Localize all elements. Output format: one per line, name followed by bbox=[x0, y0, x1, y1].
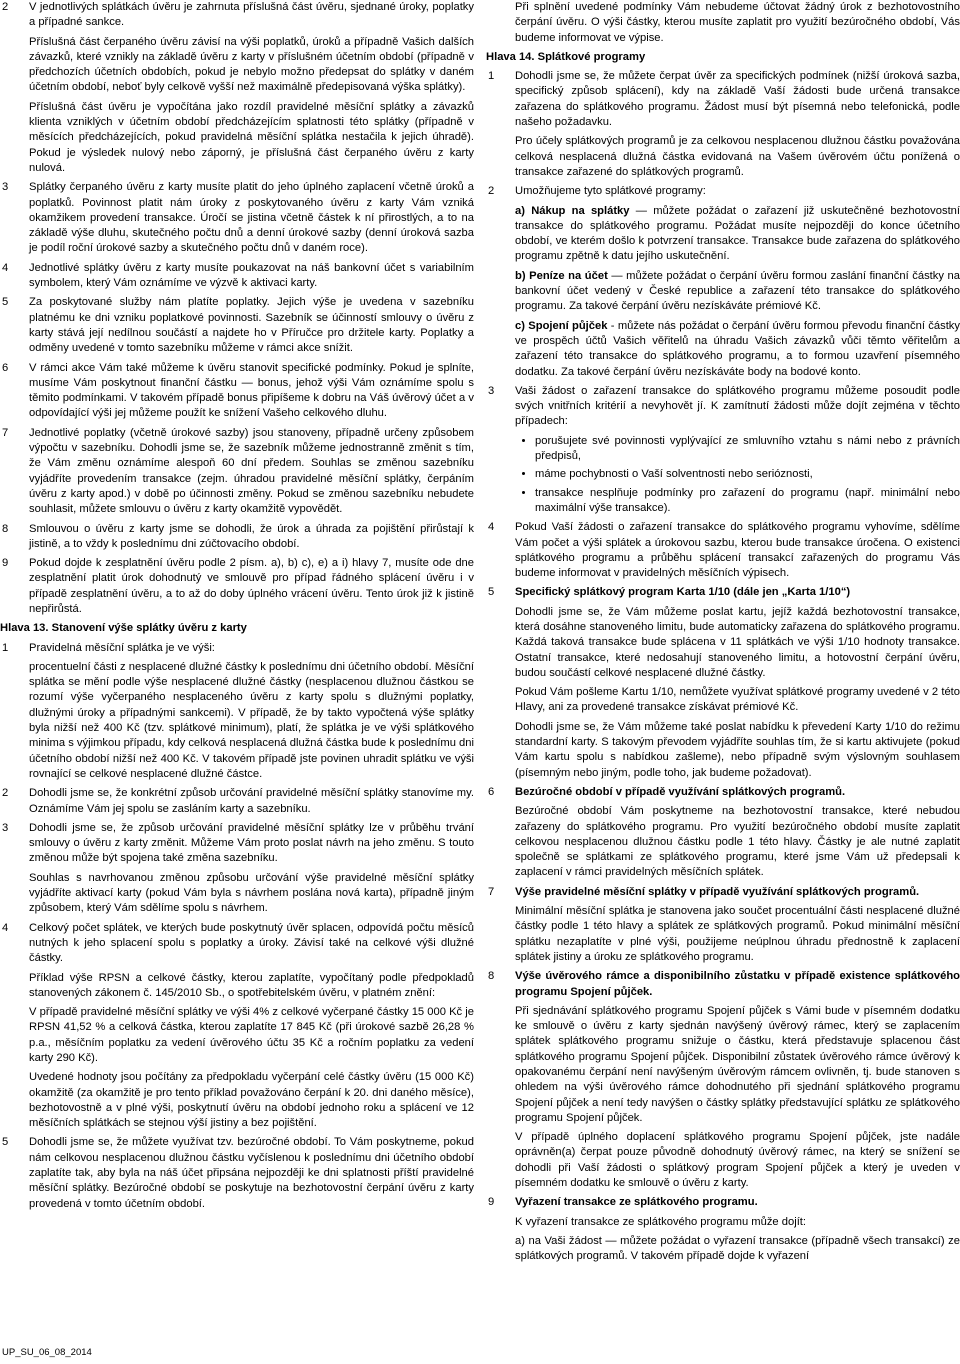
clause-text: Při splnění uvedené podmínky Vám nebudeme účtovat žádný úrok z bezhotovostního čerpání úvěru. O výši částky, kterou musíte zaplatit pro využití bezúročného období, Vás budeme informovat ve výpise. bbox=[515, 1, 960, 44]
h14-clause-3 bbox=[486, 384, 960, 516]
clause-number: 5 bbox=[2, 1136, 9, 1149]
h13-clause-2 bbox=[0, 786, 474, 817]
h13-clause-3 bbox=[0, 821, 474, 917]
clause-text: Jednotlivé poplatky (včetně úrokové sazby) jsou stanoveny, případně určeny způsobem výpočtu v sazebníku. Dohodli jsme se, že sazebník můžeme jednostranně změnit s tím, že Vám změnu oznámíme alespoň 60 dní předem. Souhlas se změnou sazebníku vyjádříte provedením transakce (zejm. úhradou pravidelné měsíční splátky, čerpáním úvěru z karty apod.) v době po účinnosti změny. Pokud se změnou sazebníku nebudete souhlasit, můžete smlouvu o úvěru z karty okamžitě vypovědět. bbox=[29, 426, 474, 516]
h14-clause-1 bbox=[486, 69, 960, 180]
clause-text: a) na Vaši žádost — můžete požádat o vyřazení transakce (případně všech transakcí) ze splátkových programů. V takovém případě dojde k vyřazení bbox=[515, 1234, 960, 1263]
clause-text: Příklad výše RPSN a celkové částky, kterou zaplatíte, vypočítaný podle předpokladů stanovených zákonem č. 145/2010 Sb., o spotřebitelském úvěru, v platném znění: bbox=[29, 971, 474, 999]
clause-3 bbox=[0, 180, 474, 256]
clause-text: Za poskytované služby nám platíte poplatky. Jejich výše je uvedena v sazebníku platnému ke dni vzniku poplatkové povinnosti. Sazebník se účinností smlouvy o úvěru z karty stává její nedílnou součástí a najdete ho v Příručce pro držitele karty. Poplatky a odměny uvedené v tomto sazebníku můžeme v rámci akce snížit. bbox=[29, 296, 474, 355]
right-column bbox=[486, 0, 960, 1269]
program-c bbox=[515, 319, 960, 380]
program-c-text: - můžete nás požádat o čerpání úvěru formou převodu finanční částky ve prospěch účtů Vašich věřitelů na úhradu Vašich závazků vůči těmto věřitelům a zařazení této transakce do splátkového programu, a to formou uzavření písemného dodatku. Za takové čerpání úvěru nezískáváte body na bodové konto. bbox=[515, 319, 960, 378]
clause-text: procentuelní části z nesplacené dlužné částky k poslednímu dni účetního období. Měsíční splátka se mění podle výše nesplacené dlužné částky (nesplacenou dlužnou částkou se rozumí výše vyčerpaného nesplaceného úvěru z karty spolu s dlužnými poplatky, dlužnými úroky a případnými sankcemi). V případě, že by takto vypočtená výše splátky byla nižší než 400 Kč (tzv. splátkové minimum), platí, že splátka je ve výši splátkového minima s výjimkou případu, kdy celková nesplacená dlužná částka bude k poslednímu dni účetního období nižší než 400 Kč. V takovém případě jste povinen uhradit splátku ve výši rovnající se celkové nesplacené dlužné částce. bbox=[29, 660, 474, 780]
clause-text: V jednotlivých splátkách úvěru je zahrnuta příslušná část úvěru, sjednané úroky, poplatky a případné sankce. bbox=[29, 1, 474, 29]
h14-clause-5 bbox=[486, 585, 960, 781]
program-a-text: — můžete požádat o zařazení již uskutečněné bezhotovostní transakce do splátkového programu. Požádat musíte nejpozději do konce účetního období, ve kterém došlo k potvrzení transakce. Transakce bude zařazena do splátkového programu zpětně k datu jejího uskutečnění. bbox=[515, 204, 960, 263]
clause-text: Příslušná část úvěru je vypočítána jako rozdíl pravidelné měsíční splátky a závazků klienta vzniklých v účetním období předcházejícím splatnosti této splátky (případně v měsících předcházejících, pokud pravidelná měsíční splátka nestačila k jejich úhradě). Pokud je výsledek nulový nebo záporný, je příslušná část čerpaného úvěru z karty nulová. bbox=[29, 100, 474, 174]
h13-clause-4 bbox=[0, 921, 474, 1132]
continued-text bbox=[486, 0, 960, 46]
clause-7 bbox=[0, 426, 474, 518]
clause-text: Bezúročné období Vám poskytneme na bezhotovostní transakce, které nebudou zařazeny do splátkového programu. Pro využití bezúročného období musíte zaplatit celkovou nesplacenou dlužnou částku podle 1 této hlavy. Částky je ale nutné zaplatit společně se splátkami ze splátkového programu, které jsme Vám už předepsali k zaplacení v rámci pravidelných měsíčních splátek. bbox=[515, 805, 960, 879]
h14-clause-2 bbox=[486, 184, 960, 380]
clause-text: Pokud Vaší žádosti o zařazení transakce do splátkového programu vyhovíme, sdělíme Vám počet a výši splátek a úrokovou sazbu, kterou bude transakce úročena. O existenci splátkového programu a průběhu splácení transakcí zařazených do programu Vás budeme informovat v pravidelných měsíčních výpisech. bbox=[515, 521, 960, 580]
clause-text: Pokud dojde k zesplatnění úvěru podle 2 písm. a), b) c), e) a i) hlavy 7, musíte ode dne zesplatnění platit úrok dohodnutý ve smlouvě pro případ řádného splácení úvěru i v případě zesplatnění úvěru, a to až do doby úplného vrácení úvěru. Tento úrok již k jistině nepřirůstá. bbox=[29, 557, 474, 615]
document-code-footer: UP_SU_06_08_2014 bbox=[2, 1346, 92, 1358]
h13-clause-1 bbox=[0, 641, 474, 783]
clause-text: Minimální měsíční splátka je stanovena jako součet procentuální části nesplacené dlužné částky podle 1 této hlavy a splátek ze splátkových programů. Pokud minimální měsíční splátku nezaplatíte v plné výši, použijeme neúplnou úhradu přednostně k zaplacení splátek jistiny a úroku ze splátkového programu. bbox=[515, 905, 960, 963]
clause-number: 6 bbox=[488, 785, 495, 798]
clause-number: 3 bbox=[2, 821, 9, 834]
clause-text: Dohodli jsme se, že způsob určování pravidelné měsíční splátky lze v průběhu trvání smlouvy o úvěru z karty změnit. Můžeme Vám proto poslat návrh na jeho změnu. S touto změnou může být spojena také změna sazebníku. bbox=[29, 821, 474, 865]
clause-6 bbox=[0, 361, 474, 422]
h13-clause-5 bbox=[0, 1135, 474, 1211]
clause-text: Pravidelná měsíční splátka je ve výši: bbox=[29, 641, 215, 654]
clause-title: Výše pravidelné měsíční splátky v případě využívání splátkových programů. bbox=[515, 885, 920, 898]
h14-clause-4 bbox=[486, 520, 960, 581]
clause-number: 7 bbox=[488, 885, 495, 898]
clause-2 bbox=[0, 0, 474, 176]
clause-number: 1 bbox=[2, 641, 9, 654]
clause-number: 4 bbox=[488, 521, 495, 534]
clause-5 bbox=[0, 295, 474, 356]
program-a bbox=[515, 204, 960, 265]
list-item: • transakce nesplňuje podmínky pro zařazení do programu (např. minimální nebo maximální výše transakce). bbox=[535, 486, 960, 517]
clause-number: 1 bbox=[488, 70, 495, 83]
clause-text: Uvedené hodnoty jsou počítány za předpokladu vyčerpání celé částky úvěru (15 000 Kč) okamžitě (za okamžitě je pro tento příklad považováno čerpání k 20. dni daného měsíce), bezhotovostně a v plné výši, poskytnutí úvěru na období jednoho roku a splácení ve 12 měsíčních splátkách se stejnou výší jistiny a bez pojištění. bbox=[29, 1071, 474, 1130]
list-item: • porušujete své povinnosti vyplývající ze smluvního vztahu s námi nebo z právních předpisů, bbox=[535, 434, 960, 465]
clause-text: Příslušná část čerpaného úvěru závisí na výši poplatků, úroků a případně Vašich dalších závazků, které vznikly na základě úvěru z karty v příslušném účetním období (případně v předchozích účetních obdobích, pokud je nebylo možno předepsat do splátky v daném účetním období, neboť byly celkově vyšší než maximálně předepisovaná výška splátky). bbox=[29, 35, 474, 94]
clause-text: Při sjednávání splátkového programu Spojení půjček s Vámi bude v písemném dodatku ke smlouvě o úvěru z karty sjednán navýšený úvěrový rámec, který se zaplacením splátek splátkového programu snižuje o částku, která představuje splacenou část splátkového programu Spojení půjček. Disponibilní zůstatek úvěrového rámce úvěrový k opakovanému čerpání není navýšeným úvěrovým rámcem ovlivněn, tj. bude stanoven s ohledem na výši úvěrového rámce dohodnutého při sjednání splátkového programu Spojení půjček a není tedy navýšen o částky splátky představující splátku ze splátkového programu Spojení půjček. bbox=[515, 1004, 960, 1124]
clause-number: 3 bbox=[2, 181, 9, 194]
clause-text: Dohodli jsme se, že Vám můžeme poslat kartu, jejíž každá bezhotovostní transakce, která dosáhne stanoveného limitu, bude automaticky zařazena do splátkového programu. Každá taková transakce bude splácena v 11 splátkách ve výši 1/10 hodnoty transakce. Ostatní transakce, které nedosahují stanoveného limitu, a hotovostní čerpání úvěru, budou součástí celkové nesplacené dlužné částky. bbox=[515, 605, 960, 679]
clause-text: Souhlas s navrhovanou změnou způsobu určování výše pravidelné měsíční splátky vyjádříte aktivací karty (pokud Vám byla s návrhem poslána nová karta), případně jiným způsobem, který Vám sdělíme spolu s návrhem. bbox=[29, 871, 474, 915]
clause-number: 2 bbox=[488, 185, 495, 198]
clause-text: Splátky čerpaného úvěru z karty musíte platit do jeho úplného zaplacení včetně úroků a poplatků. Povinnost platit nám úroky z poskytovaného úvěru z karty Vám vzniká okamžikem provedení transakce. Úročí se jistina včetně částek k ní přirostlých, a to na základě výše dluhu, skutečného počtu dnů a denní úrokové sazby (denní úroková sazba je podíl roční úrokové sazby a skutečného počtu dnů v daném roce). bbox=[29, 181, 474, 255]
section-heading-14: Hlava 14. Splátkové programy bbox=[486, 50, 646, 63]
clause-text: V rámci akce Vám také můžeme k úvěru stanovit specifické podmínky. Pokud je splníte, musíme Vám poskytnout finanční částku — bonus, jehož výši Vám oznámíme spolu s těmito podmínkami. V takovém případě bonus připíšeme k dobru na Váš úvěrový účet a v odpovídající výši jej můžeme použít ke snížení Vašeho celkového dluhu. bbox=[29, 361, 474, 420]
clause-number: 4 bbox=[2, 921, 9, 934]
clause-text: V případě pravidelné měsíční splátky ve výši 4% z celkové vyčerpané částky 15 000 Kč je RPSN 41,52 % a celková částka, kterou zaplatíte 17 845 Kč (při úrokové sazbě 26,28 % p.a., měsíčním poplatku za vedení úvěrového účtu 35 Kč a ročním poplatku za vedení karty 290 Kč). bbox=[29, 1006, 474, 1064]
clause-number: 8 bbox=[2, 522, 9, 535]
clause-text: K vyřazení transakce ze splátkového programu může dojít: bbox=[515, 1215, 807, 1228]
h14-clause-9 bbox=[486, 1195, 960, 1264]
clause-number: 9 bbox=[488, 1196, 495, 1209]
section-heading-13: Hlava 13. Stanovení výše splátky úvěru z karty bbox=[0, 622, 247, 635]
program-c-title: c) Spojení půjček bbox=[515, 319, 608, 332]
clause-text: Dohodli jsme se, že Vám můžeme také poslat nabídku k převedení Karty 1/10 do režimu standardní karty. S takovým převodem vyjádříte souhlas tím, že si kartu aktivujete (pokud Vám kartu spolu s nabídkou zašleme), nebo případně svým výslovným souhlasem (písemným nebo jiným, podle toho, jak budeme požadovat). bbox=[515, 720, 960, 779]
clause-title: Vyřazení transakce ze splátkového programu. bbox=[515, 1196, 758, 1209]
clause-text: Jednotlivé splátky úvěru z karty musíte poukazovat na náš bankovní účet s variabilním symbolem, který Vám oznámíme ve výzvě k aktivaci karty. bbox=[29, 261, 474, 290]
clause-number: 2 bbox=[2, 787, 9, 800]
clause-text: Dohodli jsme se, že můžete čerpat úvěr za specifických podmínek (nižší úroková sazba, specifický způsob splácení), kdy na základě Vaší žádosti bude určená transakce zařazena do splátkového programu. Žádost musí být písemná nebo telefonická, podle našeho požadavku. bbox=[515, 70, 960, 129]
clause-text: Celkový počet splátek, ve kterých bude poskytnutý úvěr splacen, odpovídá počtu měsíců nutných k jeho splacení spolu s poplatky a úroky. Závisí také na celkové výši dlužné částky. bbox=[29, 921, 474, 965]
rejection-reasons-list bbox=[515, 434, 960, 516]
clause-title: Výše úvěrového rámce a disponibilního zůstatku v případě existence splátkového programu Spojení půjček. bbox=[515, 970, 960, 998]
clause-title: Specifický splátkový program Karta 1/10 (dále jen „Karta 1/10“) bbox=[515, 586, 851, 599]
program-a-title: a) Nákup na splátky bbox=[515, 204, 630, 217]
clause-number: 3 bbox=[488, 384, 495, 397]
clause-4 bbox=[0, 261, 474, 292]
clause-number: 8 bbox=[488, 970, 495, 983]
left-column bbox=[0, 0, 474, 1216]
program-b-text: — můžete požádat o čerpání úvěru formou zaslání finanční částky na bankovní účet vedený v České republice a zařazení této transakce do splátkového programu. Za takové čerpání úvěru nezískáváte prémiové Kč. bbox=[515, 269, 960, 313]
clause-number: 9 bbox=[2, 557, 9, 570]
clause-number: 5 bbox=[2, 296, 9, 309]
clause-text: Dohodli jsme se, že můžete využívat tzv. bezúročné období. To Vám poskytneme, pokud nám celkovou nesplacenou dlužnou částku vyčíslenou k poslednímu dni účetního období zaplatíte tak, aby byla na náš účet připsána nejpozději ke dni splatnosti příští pravidelné měsíční splátky. Bezúročné období se poskytuje na bezhotovostní čerpání úvěru z karty provedená v tomto účetním období. bbox=[29, 1136, 474, 1210]
clause-title: Bezúročné období v případě využívání splátkových programů. bbox=[515, 785, 846, 798]
clause-text: Pro účely splátkových programů je za celkovou nesplacenou dlužnou částku považována celková nesplacená dlužná částka evidovaná na Vašem úvěrovém účtu ponížená o transakce zařazené do splátkových programů. bbox=[515, 135, 960, 178]
clause-9 bbox=[0, 556, 474, 617]
h14-clause-7 bbox=[486, 885, 960, 965]
clause-text: V případě úplného doplacení splátkového programu Spojení půjček, jste nadále oprávněn(a) čerpat pouze původně dohodnutý úvěrový rámec, na který se snížení se dohodli při Vaší žádosti o splátkový program Spojení půjček a který je uveden v písemném dodatku ke smlouvě o úvěru z karty. bbox=[515, 1131, 960, 1190]
clause-number: 5 bbox=[488, 586, 495, 599]
program-b bbox=[515, 269, 960, 315]
program-b-title: b) Peníze na účet bbox=[515, 269, 608, 282]
clause-text: Smlouvou o úvěru z karty jsme se dohodli, že úrok a úhrada za pojištění přirůstají k jistině, a to vždy k poslednímu dni zúčtovacího období. bbox=[29, 522, 474, 550]
clause-number: 4 bbox=[2, 261, 9, 274]
clause-text: Dohodli jsme se, že konkrétní způsob určování pravidelné měsíční splátky stanovíme my. Oznámíme Vám jej spolu se zasláním karty a sazebníku. bbox=[29, 787, 474, 815]
h14-clause-6 bbox=[486, 785, 960, 881]
clause-number: 6 bbox=[2, 361, 9, 374]
clause-8 bbox=[0, 522, 474, 553]
list-item: • máme pochybnosti o Vaší solventnosti nebo serióznosti, bbox=[535, 467, 960, 482]
clause-text: Umožňujeme tyto splátkové programy: bbox=[515, 185, 706, 198]
clause-number: 7 bbox=[2, 426, 9, 439]
clause-text: Vaši žádost o zařazení transakce do splátkového programu můžeme posoudit podle svých vnitřních kritérií a nevyhovět jí. K zamítnutí žádosti může dojít zejména v těchto případech: bbox=[515, 384, 960, 428]
h14-clause-8 bbox=[486, 969, 960, 1191]
clause-text: Pokud Vám pošleme Kartu 1/10, nemůžete využívat splátkové programy uvedené v 2 této Hlavy, ani za provedené transakce získávat prémiové Kč. bbox=[515, 686, 960, 714]
clause-number: 2 bbox=[2, 1, 9, 13]
